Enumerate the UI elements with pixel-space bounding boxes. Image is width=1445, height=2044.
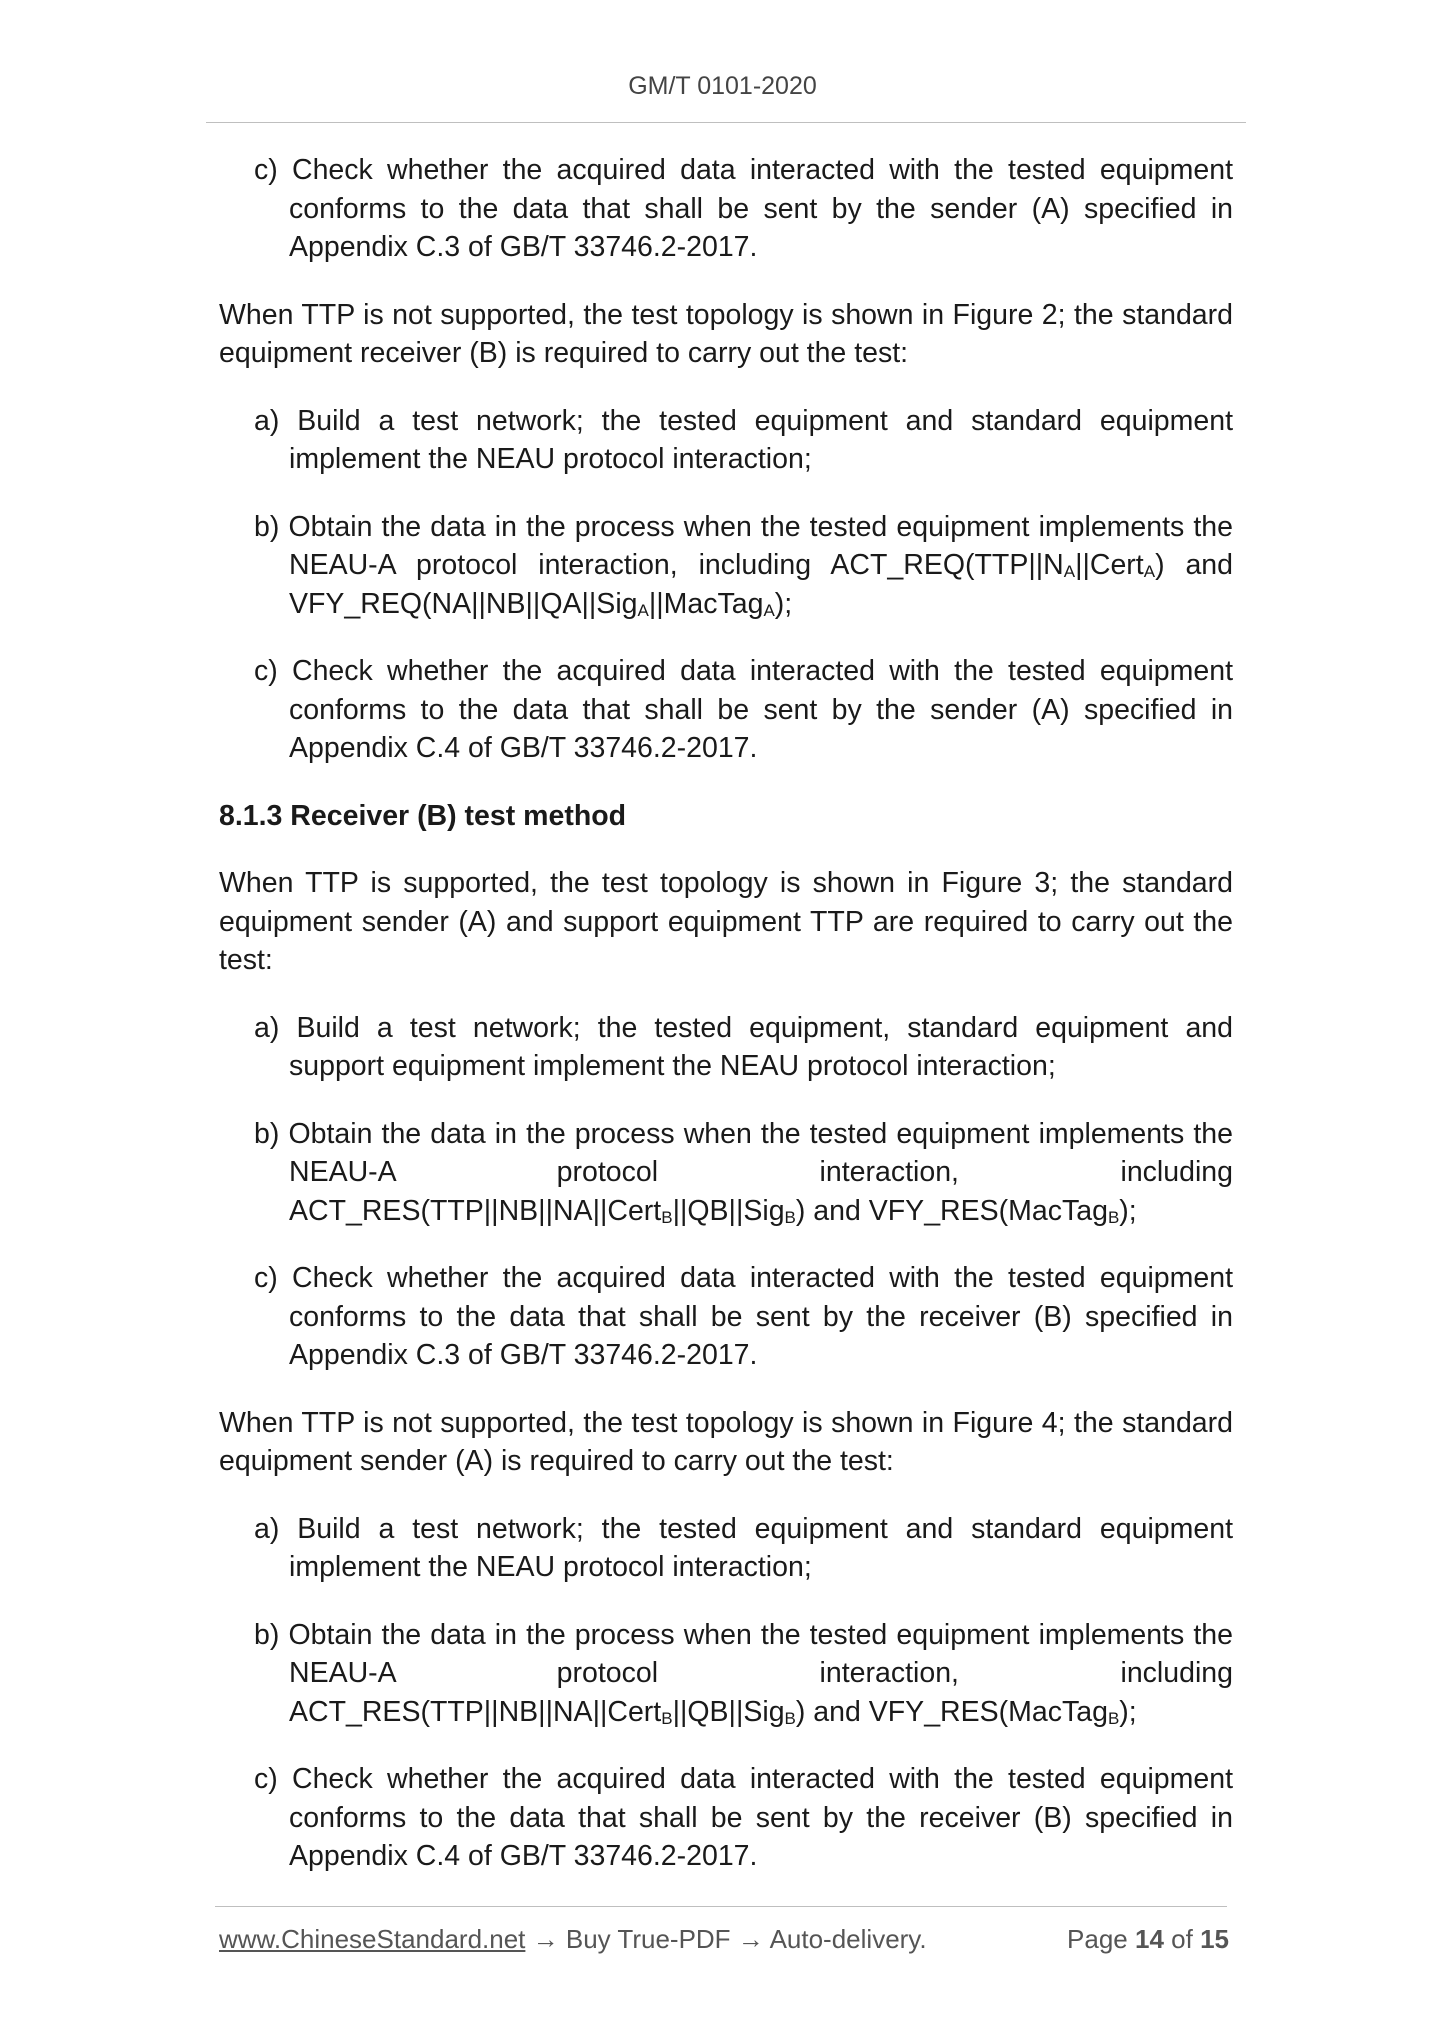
page-footer [219, 1922, 1229, 1956]
list-item-b-formula: ACT_RES(TTP||NB||NA||Cert$_B$||QB||Sig$_B$) and VFY_RES(MacTag$_B$); [289, 1695, 1137, 1728]
page-header-title: GM/T 0101-2020 [628, 72, 817, 100]
list-item-c-appendix-c3-sender: c) Check whether the acquired data interacted with the tested equipment conforms to the data that shall be sent by the sender (A) specified in Appendix C.3 of GB/T 33746.2-2017. [254, 154, 1233, 263]
list-item-b-formula: ACT_RES(TTP||NB||NA||Cert$_B$||QB||Sig$_B$) and VFY_RES(MacTag$_B$); [289, 1194, 1137, 1227]
footer-tagline: → Buy True-PDF → Auto-delivery. [525, 1924, 927, 1954]
paragraph-ttp-not-supported-receiver: When TTP is not supported, the test topology is shown in Figure 2; the standard equipment receiver (B) is required to carry out the test: [219, 298, 1233, 369]
page-indicator: Page 14 of 15 [1067, 1924, 1229, 1954]
list-item-b-line: b) Obtain the data in the process when the tested equipment implements the NEAU-A protocol interaction, including [254, 1117, 1233, 1188]
list-item-c-appendix-c4-receiver: c) Check whether the acquired data interacted with the tested equipment conforms to the data that shall be sent by the receiver (B) specified in Appendix C.4 of GB/T 33746.2-2017. [254, 1763, 1233, 1872]
paragraph-ttp-not-supported-sender: When TTP is not supported, the test topology is shown in Figure 4; the standard equipment sender (A) is required to carry out the test: [219, 1406, 1233, 1477]
chinesestandard-link[interactable]: www.ChineseStandard.net [219, 1924, 526, 1954]
document-body [219, 151, 1233, 1905]
list-item-a-build-network-2: a) Build a test network; the tested equipment and standard equipment implement the NEAU protocol interaction; [254, 1512, 1233, 1583]
list-item-b-act-res-2 [219, 1616, 1233, 1732]
list-item-a-build-network: a) Build a test network; the tested equipment and standard equipment implement the NEAU protocol interaction; [254, 404, 1233, 475]
current-page-number: 14 [1135, 1924, 1164, 1954]
total-pages-number: 15 [1200, 1924, 1229, 1954]
paragraph-ttp-supported-sender: When TTP is supported, the test topology is shown in Figure 3; the standard equipment sender (A) and support equipment TTP are required to carry out the test: [219, 867, 1233, 976]
list-item-c-appendix-c3-receiver: c) Check whether the acquired data interacted with the tested equipment conforms to the data that shall be sent by the receiver (B) specified in Appendix C.3 of GB/T 33746.2-2017. [254, 1262, 1233, 1371]
list-item-b-act-req: b) Obtain the data in the process when the tested equipment implements the NEAU-A protocol interaction, including $ACT\_REQ(TTP||N_A||Cert_A)$ and VFY_REQ(NA||NB||QA||Sig$_A$||MacTag$_A$); [254, 510, 1233, 620]
section-heading-receiver-test-method: 8.1.3 Receiver (B) test method [219, 799, 627, 832]
list-item-a-build-network-support: a) Build a test network; the tested equipment, standard equipment and support equipment implement the NEAU protocol interaction; [254, 1011, 1233, 1082]
footer-divider [215, 1906, 1227, 1907]
list-item-b-line: b) Obtain the data in the process when the tested equipment implements the NEAU-A protocol interaction, including [254, 1618, 1233, 1689]
list-item-b-act-res [219, 1115, 1233, 1231]
header-divider [206, 122, 1246, 123]
list-item-c-appendix-c4-sender: c) Check whether the acquired data interacted with the tested equipment conforms to the data that shall be sent by the sender (A) specified in Appendix C.4 of GB/T 33746.2-2017. [254, 655, 1233, 764]
